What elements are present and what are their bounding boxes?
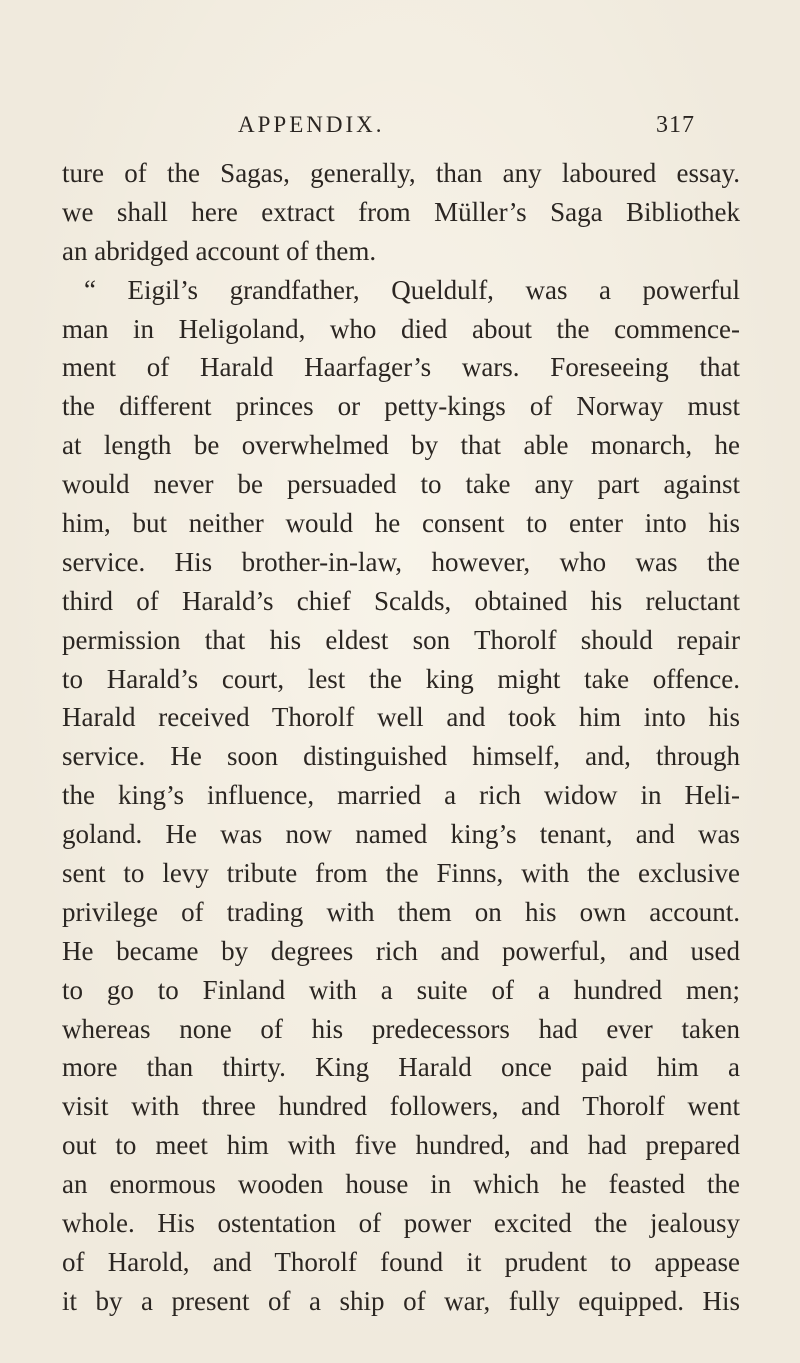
text-line: more than thirty. King Harald once paid him a bbox=[62, 1052, 740, 1083]
body-text bbox=[62, 154, 740, 1321]
page-number: 317 bbox=[656, 112, 695, 138]
text-line: to go to Finland with a suite of a hundred men; bbox=[62, 974, 740, 1005]
text-line: service. He soon distinguished himself, and, through bbox=[62, 741, 740, 772]
text-line: him, but neither would he consent to enter into his bbox=[62, 508, 740, 539]
text-line: privilege of trading with them on his own account. bbox=[62, 896, 740, 927]
text-line: ture of the Sagas, generally, than any laboured essay. bbox=[62, 158, 740, 188]
text-line: “ Eigil’s grandfather, Queldulf, was a powerful bbox=[84, 274, 740, 305]
text-line: to Harald’s court, lest the king might take offence. bbox=[62, 663, 740, 694]
text-line: ment of Harald Haarfager’s wars. Foreseeing that bbox=[62, 352, 740, 383]
text-line: we shall here extract from Müller’s Saga Bibliothek bbox=[62, 196, 740, 227]
running-title: APPENDIX. bbox=[238, 112, 385, 137]
text-line: out to meet him with five hundred, and had prepared bbox=[62, 1130, 740, 1161]
text-line: the king’s influence, married a rich widow in Heli- bbox=[62, 780, 740, 811]
running-head bbox=[0, 108, 800, 142]
text-line: an abridged account of them. bbox=[62, 235, 377, 266]
text-line: sent to levy tribute from the Finns, with the exclusive bbox=[62, 858, 740, 889]
text-line: the different princes or petty-kings of Norway must bbox=[62, 391, 740, 422]
text-line: Harald received Thorolf well and took him into his bbox=[62, 702, 740, 733]
text-line: whole. His ostentation of power excited the jealousy bbox=[62, 1208, 740, 1239]
text-line: whereas none of his predecessors had ever taken bbox=[62, 1013, 740, 1044]
text-line: visit with three hundred followers, and Thorolf went bbox=[62, 1091, 740, 1122]
text-line: at length be overwhelmed by that able monarch, he bbox=[62, 430, 740, 461]
text-line: man in Heligoland, who died about the commence- bbox=[62, 313, 740, 344]
text-line: an enormous wooden house in which he feasted the bbox=[62, 1169, 740, 1200]
text-line: would never be persuaded to take any part against bbox=[62, 469, 740, 500]
text-line: service. His brother-in-law, however, who was the bbox=[62, 546, 740, 577]
text-line: it by a present of a ship of war, fully equipped. His bbox=[62, 1285, 740, 1316]
text-line: permission that his eldest son Thorolf should repair bbox=[62, 624, 740, 655]
text-line: third of Harald’s chief Scalds, obtained his reluctant bbox=[62, 585, 740, 616]
text-line: of Harold, and Thorolf found it prudent to appease bbox=[62, 1246, 740, 1277]
text-line: He became by degrees rich and powerful, and used bbox=[62, 935, 740, 966]
text-line: goland. He was now named king’s tenant, and was bbox=[62, 819, 740, 850]
